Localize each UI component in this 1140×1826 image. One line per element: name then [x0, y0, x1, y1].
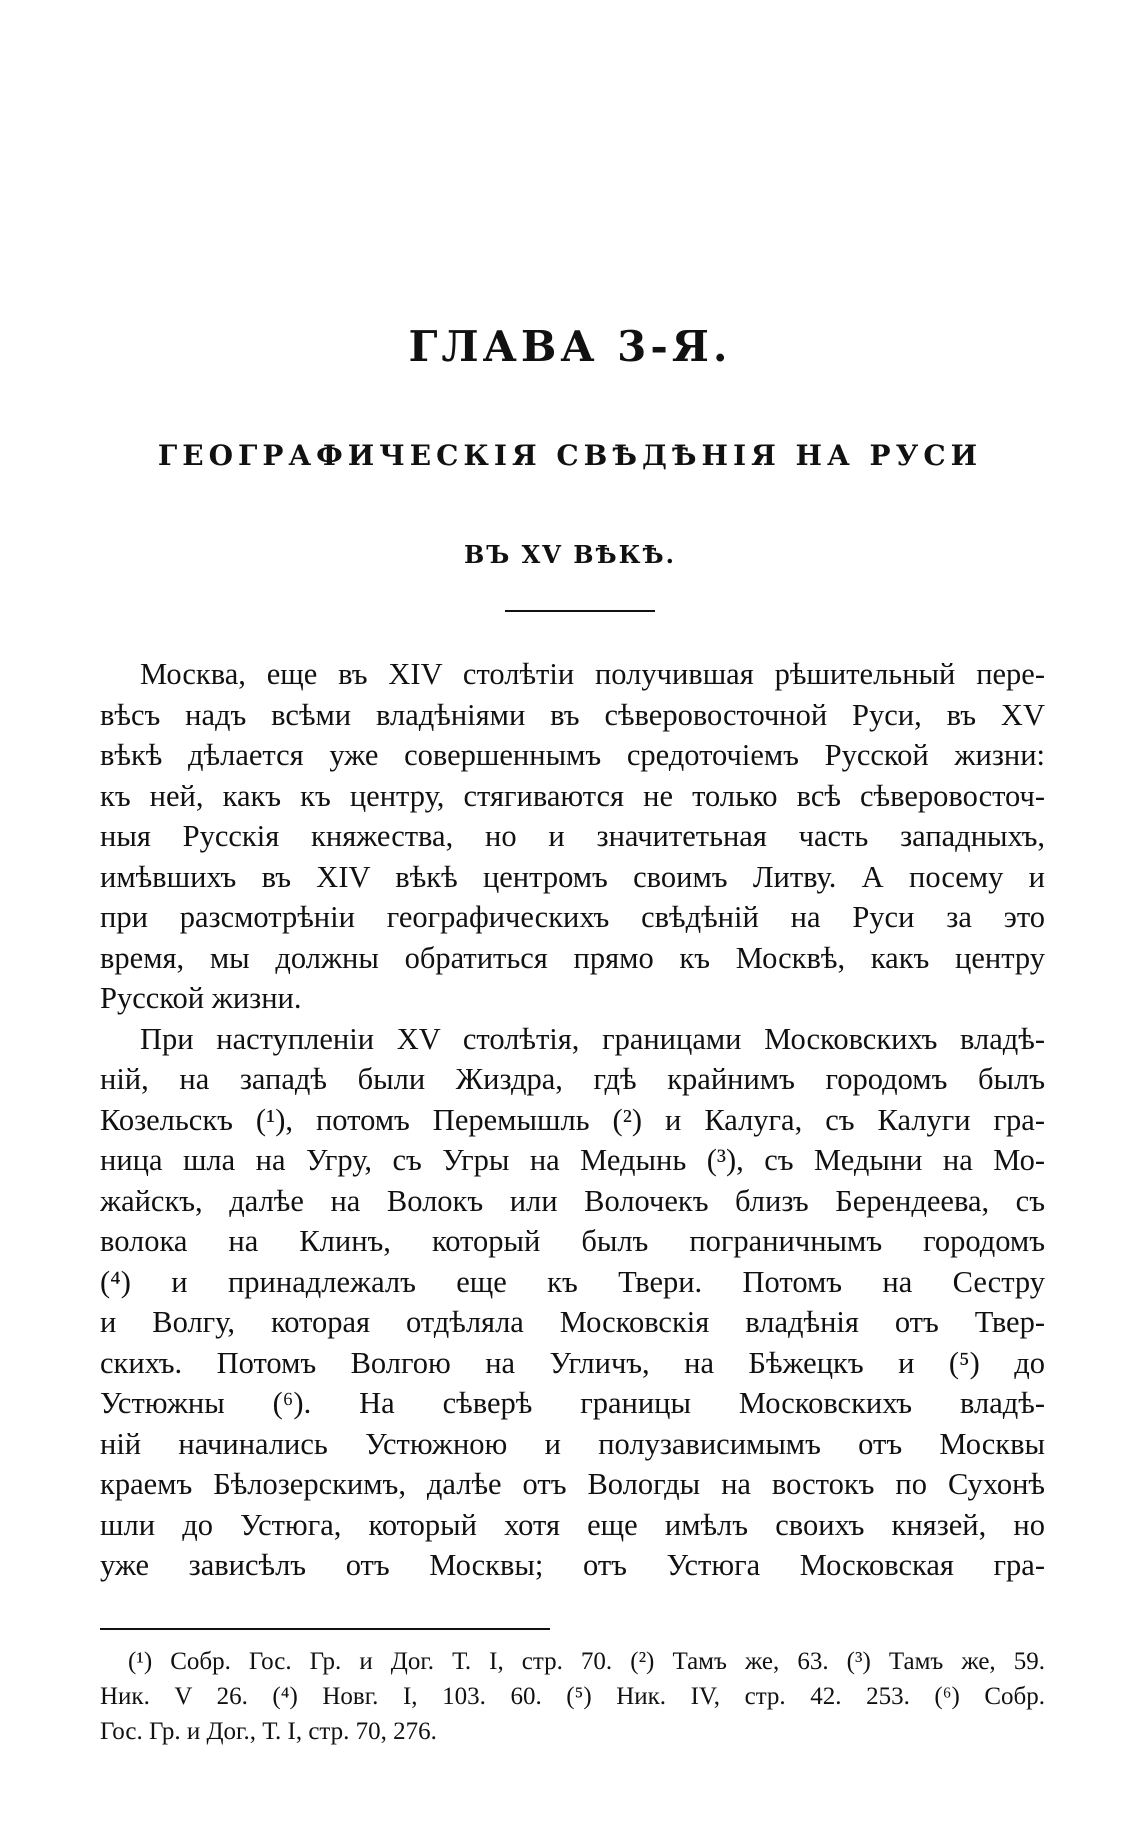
text-line: Москва, еще въ XIV столѣтіи получившая рѣшительный пере- [140, 657, 1045, 691]
text-line: ница шла на Угру, съ Угры на Медынь (³), съ Медыни на Мо- [100, 1143, 1045, 1177]
text-line: имѣвшихъ въ XIV вѣкѣ центромъ своимъ Литву. А посему и [100, 859, 1045, 894]
footnote-divider [100, 1628, 550, 1630]
text-line: жайскъ, далѣе на Волокъ или Волочекъ близъ Берендеева, съ [100, 1183, 1045, 1218]
text-line: Русской жизни. [100, 981, 302, 1015]
footnote-line: Ник. V 26. (⁴) Новг. I, 103. 60. (⁵) Ник. IV, стр. 42. 253. (⁶) Собр. [100, 1683, 1045, 1710]
text-line: краемъ Бѣлозерскимъ, далѣе отъ Вологды на востокъ по Сухонѣ [100, 1467, 1045, 1501]
text-line: къ ней, какъ къ центру, стягиваются не только всѣ сѣверовосточ- [100, 778, 1045, 813]
footnote-line: Гос. Гр. и Дог., Т. I, стр. 70, 276. [100, 1718, 437, 1745]
text-line: ній, на западѣ были Жиздра, гдѣ крайнимъ городомъ былъ [100, 1062, 1045, 1096]
text-line: вѣсъ надъ всѣми владѣніями въ сѣверовосточной Руси, въ XV [100, 697, 1045, 732]
text-line: При наступленіи XV столѣтія, границами Московскихъ владѣ- [140, 1021, 1045, 1056]
text-line: Козельскъ (¹), потомъ Перемышль (²) и Калуга, съ Калуги гра- [100, 1102, 1045, 1137]
chapter-subtitle: ВЪ XV ВѢКѢ. [464, 540, 676, 569]
title-divider [505, 610, 655, 612]
text-line: ній начинались Устюжною и полузависимымъ отъ Москвы [100, 1426, 1045, 1461]
text-line: ныя Русскія княжества, но и значитетьная часть западныхъ, [100, 819, 1045, 853]
chapter-title: ГЕОГРАФИЧЕСКІЯ СВѢДѢНІЯ НА РУСИ [157, 439, 983, 472]
text-line: шли до Устюга, который хотя еще имѣлъ своихъ князей, но [100, 1507, 1045, 1542]
text-line: и Волгу, которая отдѣляла Московскія владѣнія отъ Твер- [100, 1305, 1045, 1339]
paragraph-1 [100, 654, 1045, 1019]
footnote-line: (¹) Собр. Гос. Гр. и Дог. Т. I, стр. 70. (²) Тамъ же, 63. (³) Тамъ же, 59. [128, 1648, 1045, 1675]
text-line: Устюжны (⁶). На сѣверѣ границы Московскихъ владѣ- [100, 1386, 1045, 1420]
text-line: скихъ. Потомъ Волгою на Угличъ, на Бѣжецкъ и (⁵) до [100, 1345, 1045, 1380]
footnotes [100, 1644, 1045, 1749]
body-text [100, 654, 1045, 1586]
text-line: при разсмотрѣніи географическихъ свѣдѣній на Руси за это [100, 900, 1045, 934]
text-line: уже зависѣлъ отъ Москвы; отъ Устюга Московская гра- [100, 1548, 1045, 1582]
paragraph-2 [100, 1019, 1045, 1586]
text-line: время, мы должны обратиться прямо къ Москвѣ, какъ центру [100, 940, 1045, 975]
text-line: вѣкѣ дѣлается уже совершеннымъ средоточіемъ Русской жизни: [100, 738, 1045, 772]
text-line: (⁴) и принадлежалъ еще къ Твери. Потомъ на Сестру [100, 1264, 1045, 1299]
chapter-heading: ГЛАВА 3-Я. [408, 322, 732, 371]
text-line: волока на Клинъ, который былъ пограничнымъ городомъ [100, 1224, 1045, 1258]
